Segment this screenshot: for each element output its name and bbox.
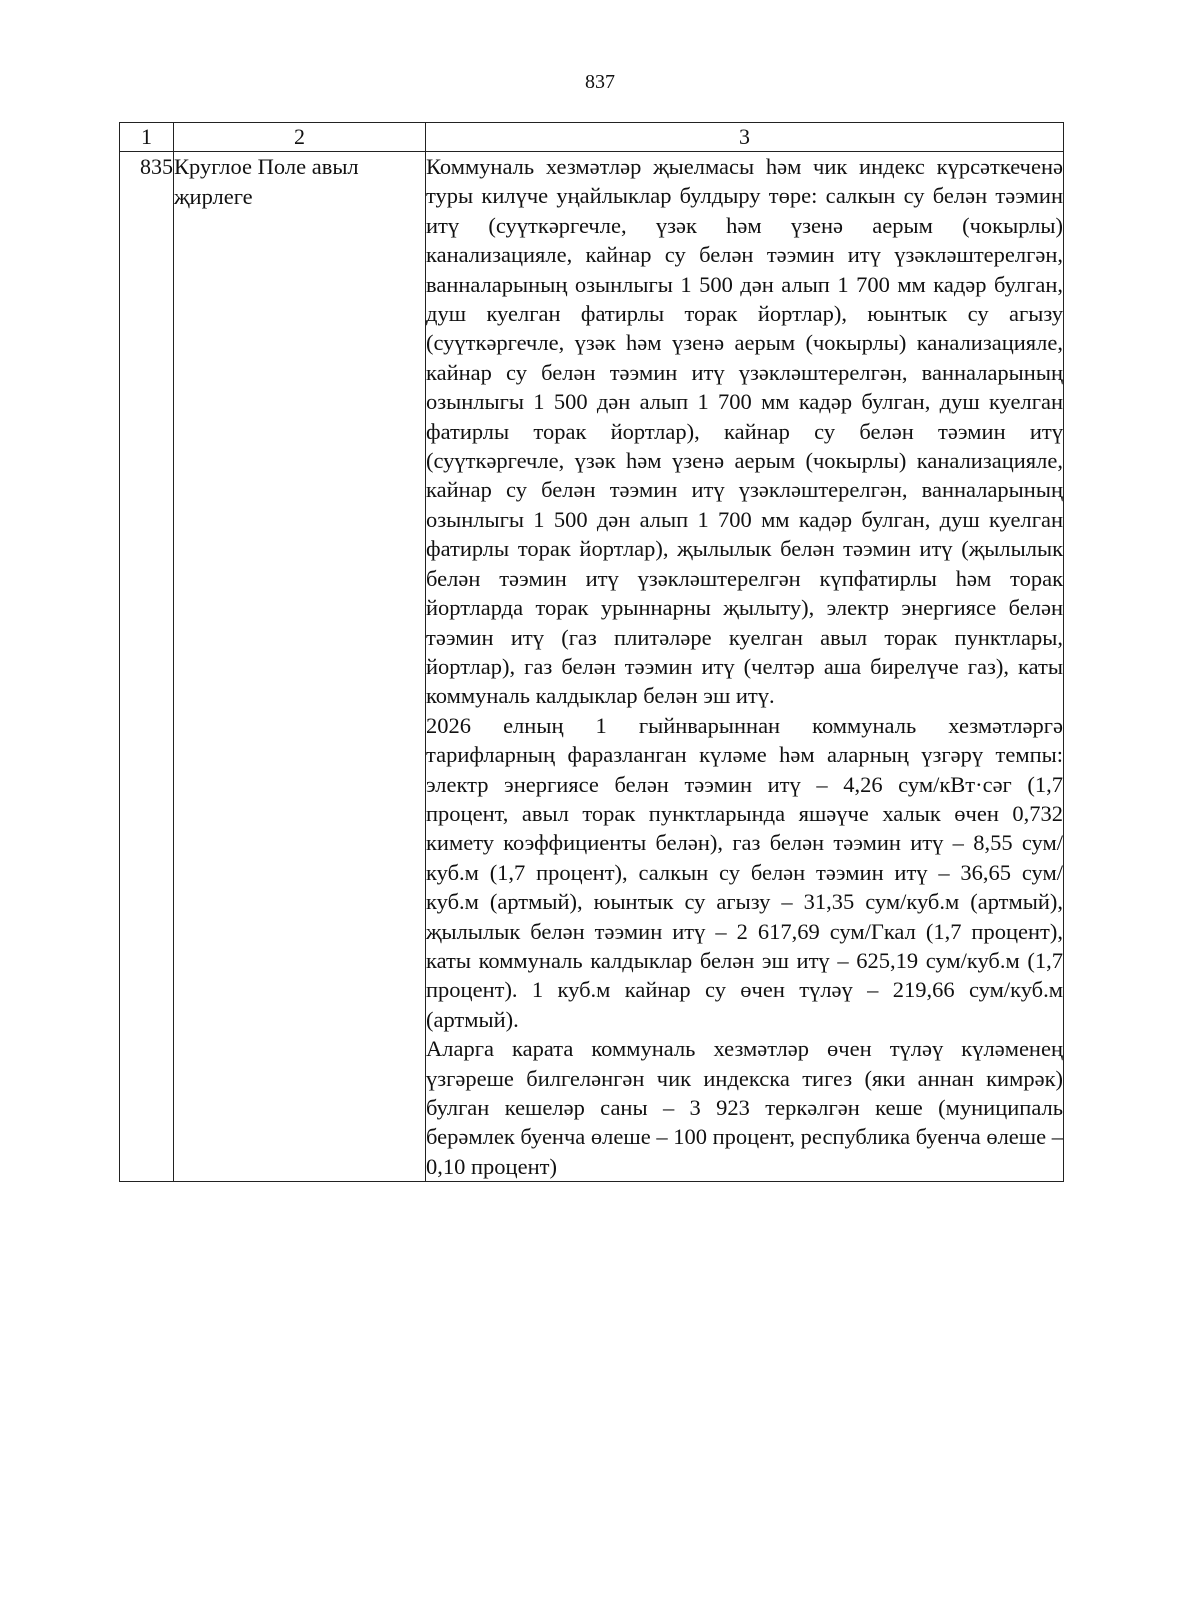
description-cell	[426, 152, 1064, 1182]
utilities-description-paragraph: Коммуналь хезмәтләр җыелмасы һәм чик индекс күрсәткеченә туры килүче уңайлыклар булдыру төре: салкын су белән тәэмин итү (суүткәргечле, үзәк һәм үзенә аерым (чокырлы) канализацияле, кайнар су белән тәэмин итү үзәкләштерелгән, ванналарының озынлыгы 1 500 дән алып 1 700 мм кадәр булган, душ куелган фатирлы торак йортлар), юынтык су агызу (суүткәргечле, үзәк һәм үзенә аерым (чокырлы) канализацияле, кайнар су белән тәэмин итү үзәкләштерелгән, ванналарының озынлыгы 1 500 дән алып 1 700 мм кадәр булган, душ куелган фатирлы торак йортлар), кайнар су белән тәэмин итү (суүткәргечле, үзәк һәм үзенә аерым (чокырлы) канализацияле, кайнар су белән тәэмин итү үзәкләштерелгән, ванналарының озынлыгы 1 500 дән алып 1 700 мм кадәр булган, душ куелган фатирлы торак йортлар), җылылык белән тәэмин итү (җылылык белән тәэмин итү үзәкләштерелгән күпфатирлы һәм торак йортларда торак урыннарны җылыту), электр энергиясе белән тәэмин итү (газ плитәләре куелган авыл торак пунктлары, йортлар), газ белән тәэмин итү (челтәр аша бирелүче газ), каты коммуналь калдыклар белән эш итү.	[426, 154, 1063, 709]
column-header-1: 1	[120, 123, 174, 152]
data-table	[119, 122, 1064, 1182]
row-number-cell: 835	[120, 152, 174, 1182]
population-paragraph: Аларга карата коммуналь хезмәтләр өчен түләү күләменең үзгәреше билгеләнгән чик индекска тигез (яки аннан кимрәк) булган кешеләр саны – 3 923 теркәлгән кеше (муниципаль берәмлек буенча өлеше – 100 процент, республика буенча өлеше – 0,10 процент)	[426, 1036, 1063, 1179]
page-number: 837	[585, 71, 615, 93]
settlement-name-cell: Круглое Поле авыл җирлеге	[174, 152, 426, 1182]
table-header-row	[120, 123, 1064, 152]
column-header-2: 2	[174, 123, 426, 152]
tariffs-paragraph: 2026 елның 1 гыйнварыннан коммуналь хезмәтләргә тарифларның фаразланган күләме һәм аларның үзгәрү темпы: электр энергиясе белән тәэмин итү – 4,26 сум/кВт·сәг (1,7 процент, авыл торак пунктларында яшәүче халык өчен 0,732 кимету коэффициенты белән), газ белән тәэмин итү – 8,55 сум/куб.м (1,7 процент), салкын су белән тәэмин итү – 36,65 сум/куб.м (артмый), юынтык су агызу – 31,35 сум/куб.м (артмый), җылылык белән тәэмин итү – 2 617,69 сум/Гкал (1,7 процент), каты коммуналь калдыклар белән эш итү – 625,19 сум/куб.м (1,7 процент). 1 куб.м кайнар су өчен түләү – 219,66 сум/куб.м (артмый).	[426, 712, 1063, 1032]
column-header-3: 3	[426, 123, 1064, 152]
table-row	[120, 152, 1064, 1182]
